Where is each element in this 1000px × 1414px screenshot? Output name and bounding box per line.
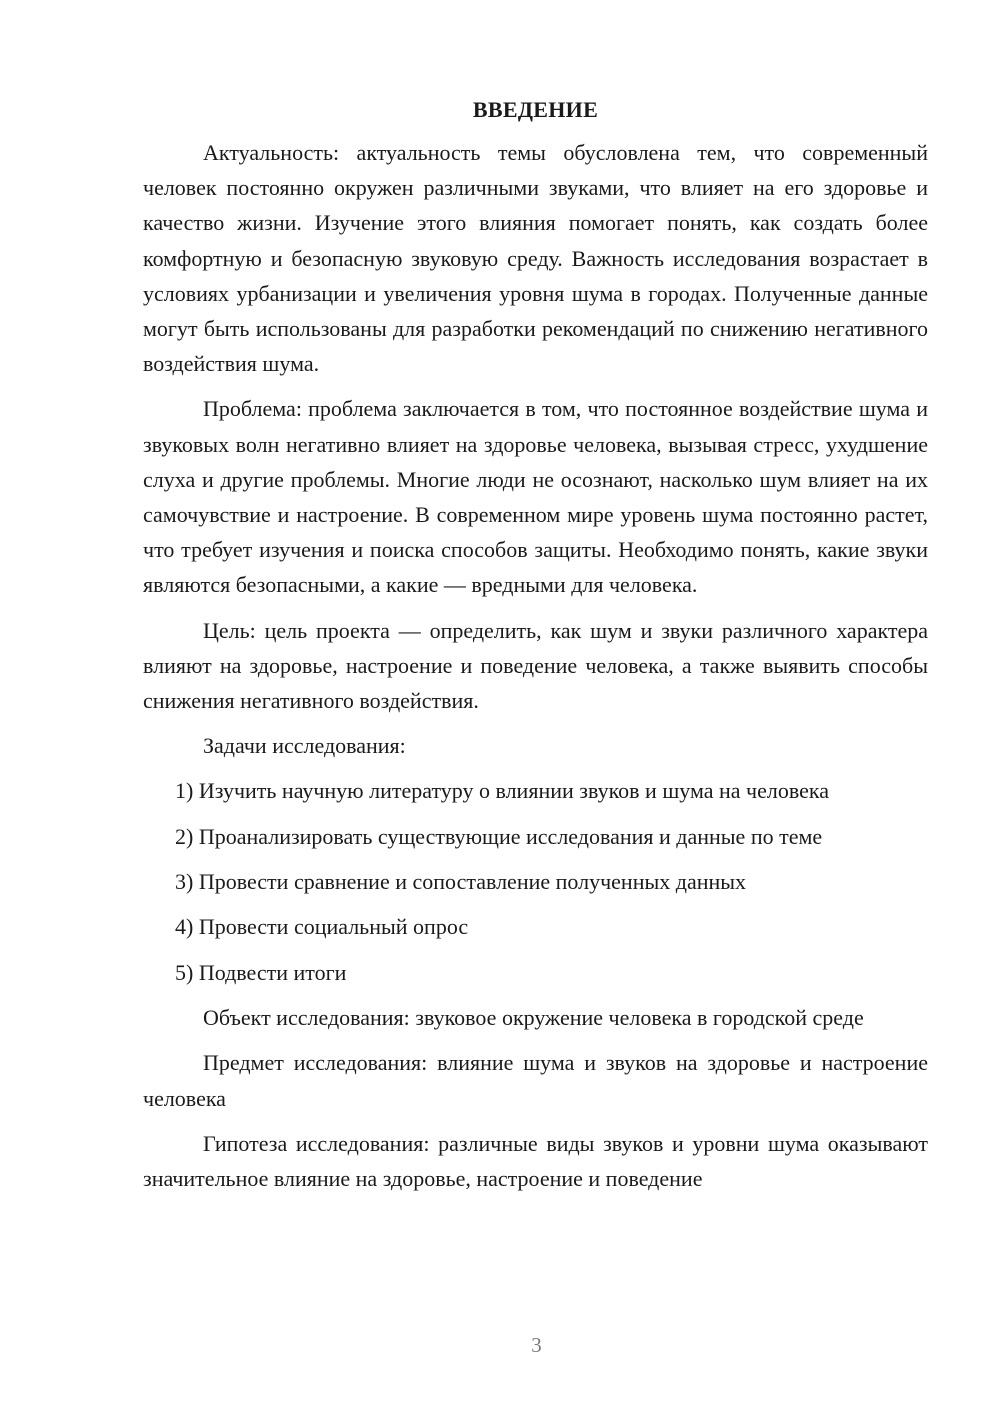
task-item: 4) Провести социальный опрос <box>175 914 469 940</box>
tasks-heading: Задачи исследования: <box>203 733 406 759</box>
task-item: 5) Подвести итоги <box>175 959 347 985</box>
page-title: ВВЕДЕНИЕ <box>472 97 599 122</box>
task-item: 3) Провести сравнение и сопоставление полученных данных <box>175 869 747 895</box>
problem-paragraph: Проблема: проблема заключается в том, что постоянное воздействие шума и звуковых волн негативно влияет на здоровье человека, вызывая стресс, ухудшение слуха и другие проблемы. Многие люди не осознают, насколько шум влияет на их самочувствие и настроение. В современном мире уровень шума постоянно растет, что требует изучения и поиска способов защиты. Необходимо понять, какие звуки являются безопасными, а какие — вредными для человека. <box>143 396 928 598</box>
document-page <box>143 92 928 1206</box>
tasks-list <box>143 773 928 990</box>
relevance-paragraph: Актуальность: актуальность темы обусловлена тем, что современный человек постоянно окружен различными звуками, что влияет на его здоровье и качество жизни. Изучение этого влияния помогает понять, как создать более комфортную и безопасную звуковую среду. Важность исследования возрастает в условиях урбанизации и увеличения уровня шума в городах. Полученные данные могут быть использованы для разработки рекомендаций по снижению негативного воздействия шума. <box>143 140 928 377</box>
subject-paragraph: Предмет исследования: влияние шума и звуков на здоровье и настроение человека <box>143 1050 928 1111</box>
page-number: 3 <box>531 1333 542 1357</box>
object-paragraph: Объект исследования: звуковое окружение человека в городской среде <box>203 1005 864 1031</box>
goal-paragraph: Цель: цель проекта — определить, как шум и звуки различного характера влияют на здоровье, настроение и поведение человека, а также выявить способы снижения негативного воздействия. <box>143 617 928 714</box>
hypothesis-paragraph: Гипотеза исследования: различные виды звуков и уровни шума оказывают значительное влияние на здоровье, настроение и поведение <box>143 1130 928 1192</box>
task-item: 1) Изучить научную литературу о влиянии звуков и шума на человека <box>175 778 830 804</box>
task-item: 2) Проанализировать существующие исследования и данные по теме <box>175 823 823 849</box>
